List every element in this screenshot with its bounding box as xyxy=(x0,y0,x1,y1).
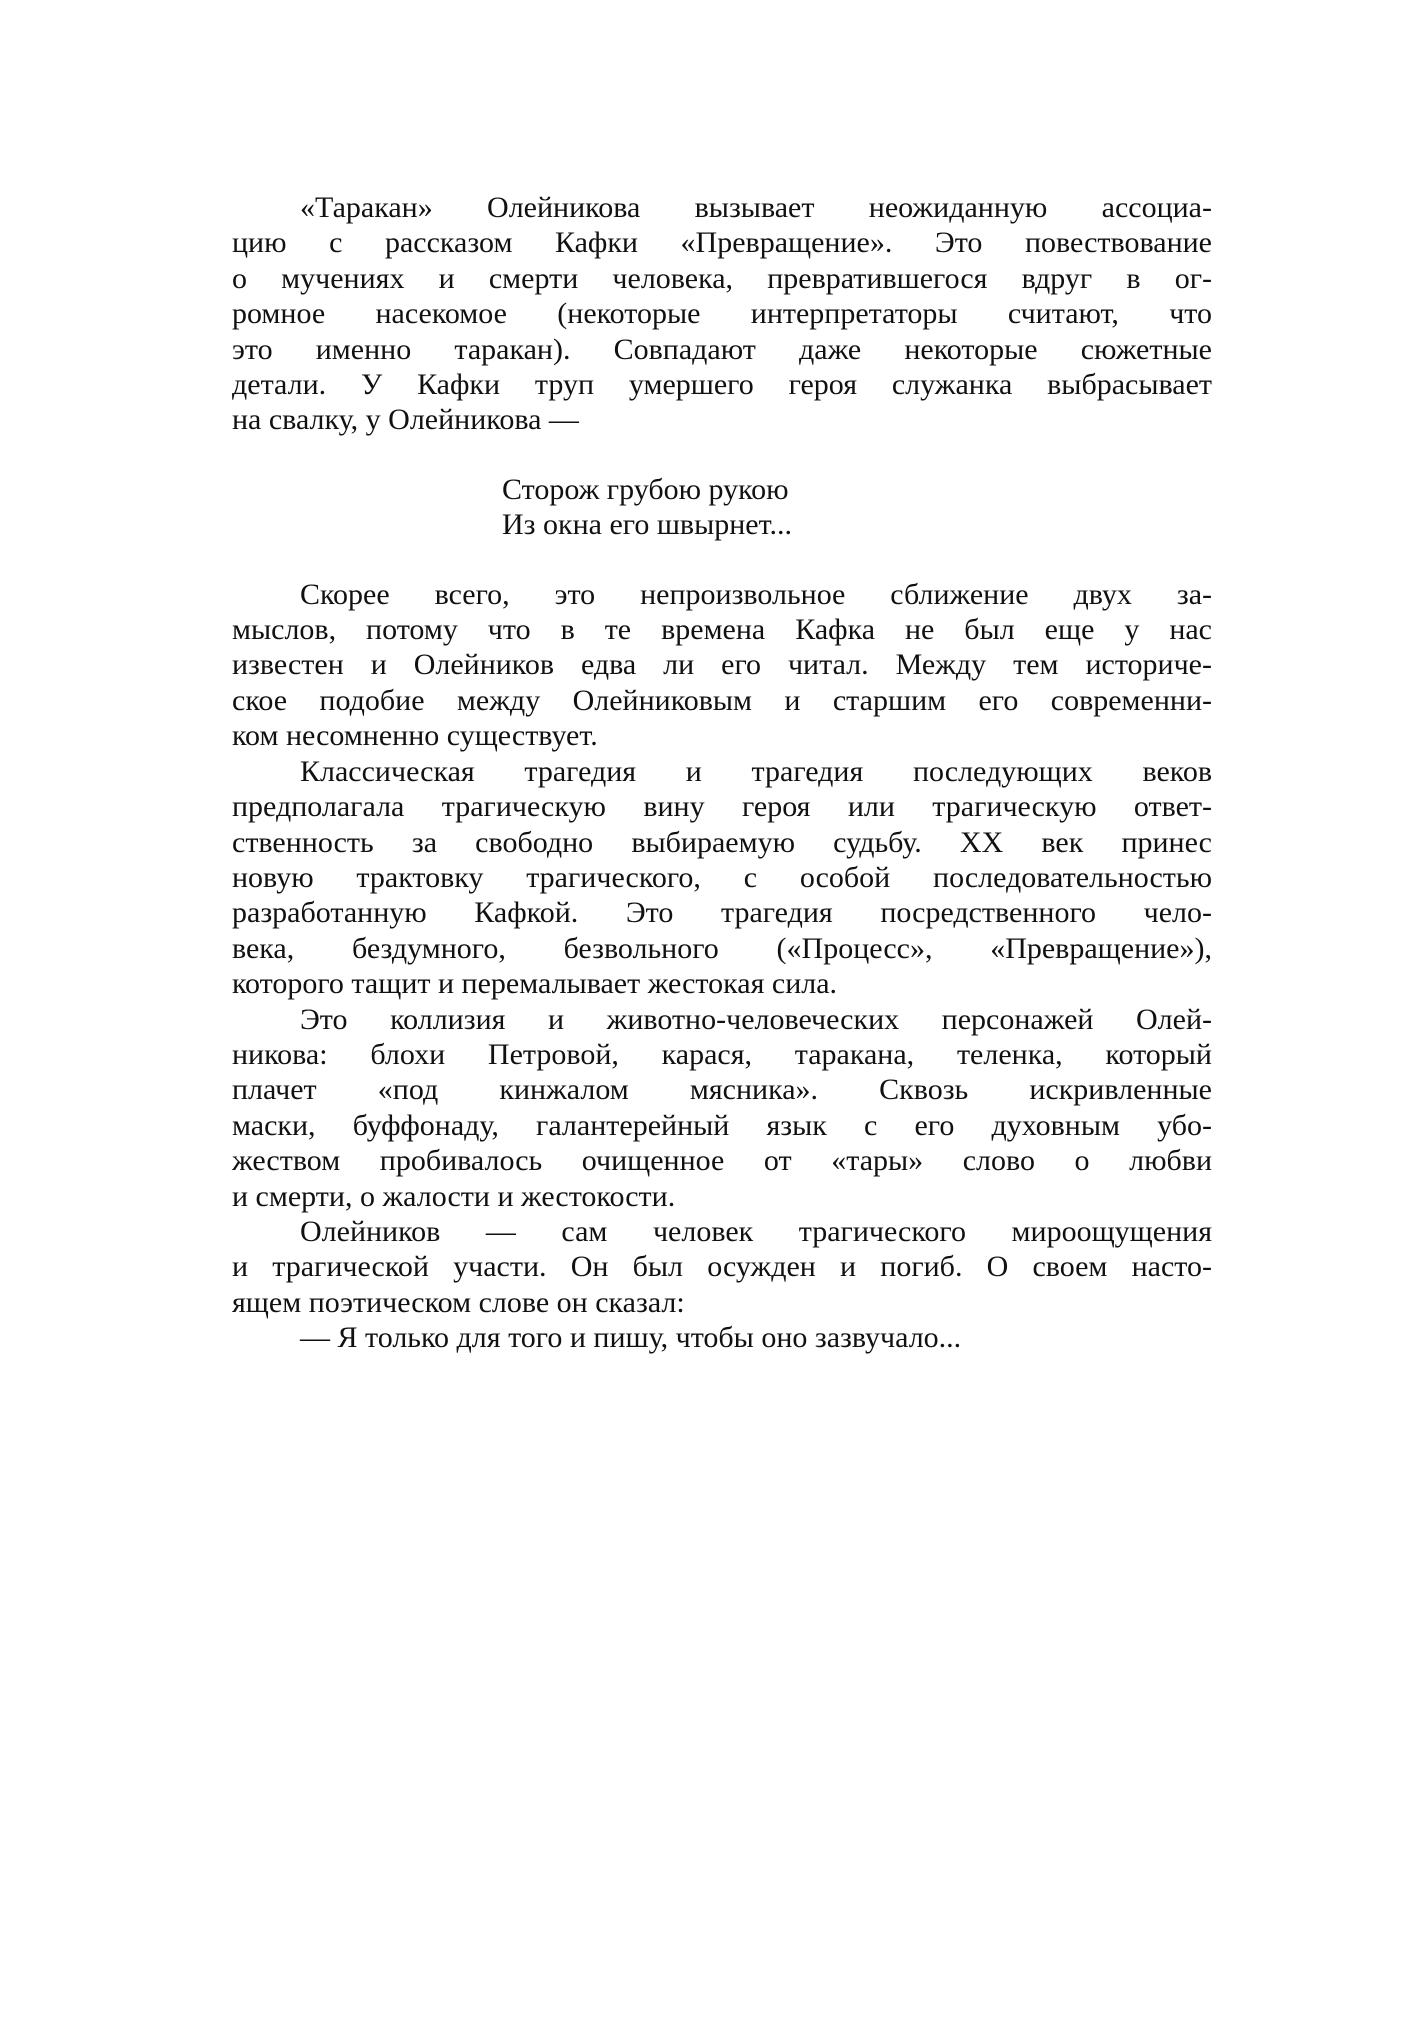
text-line: о мучениях и смерти человека, превратившегося вдруг в ог- xyxy=(232,261,1212,295)
text-line: детали. У Кафки труп умершего героя служанка выбрасывает xyxy=(232,368,1212,402)
text-line: разработанную Кафкой. Это трагедия посредственного чело- xyxy=(232,896,1212,930)
paragraph-4 xyxy=(232,1002,1212,1214)
text-line: ком несомненно существует. xyxy=(232,719,598,753)
text-line: цию с рассказом Кафки «Превращение». Это повествование xyxy=(232,226,1212,260)
text-line: «Таракан» Олейникова вызывает неожиданную ассоциа- xyxy=(300,191,1212,224)
text-line: и смерти, о жалости и жестокости. xyxy=(232,1179,676,1213)
text-line: это именно таракан). Совпадают даже некоторые сюжетные xyxy=(232,332,1212,366)
text-line: ящем поэтическом слове он сказал: xyxy=(232,1285,685,1319)
text-line: предполагала трагическую вину героя или трагическую ответ- xyxy=(232,790,1212,824)
paragraph-6 xyxy=(232,1320,1212,1355)
text-line: которого тащит и перемалывает жестокая сила. xyxy=(232,967,838,1001)
text-line: Скорее всего, это непроизвольное сближение двух за- xyxy=(300,577,1212,611)
text-line: мыслов, потому что в те времена Кафка не был еще у нас xyxy=(232,613,1212,647)
text-line: ромное насекомое (некоторые интерпретаторы считают, что xyxy=(232,297,1212,331)
text-line: никова: блохи Петровой, карася, таракана, теленка, который xyxy=(232,1037,1212,1071)
poem-quote xyxy=(502,472,1212,543)
poem-line: Сторож грубою рукою xyxy=(502,472,789,506)
text-line: — Я только для того и пишу, чтобы оно зазвучало... xyxy=(300,1321,962,1355)
text-line: ственность за свободно выбираемую судьбу. XX век принес xyxy=(232,825,1212,859)
text-line: ское подобие между Олейниковым и старшим его современни- xyxy=(232,683,1212,717)
text-line: и трагической участи. Он был осужден и погиб. О своем насто- xyxy=(232,1250,1212,1284)
text-line: века, бездумного, безвольного («Процесс», «Превращение»), xyxy=(232,931,1212,965)
text-line: жеством пробивалось очищенное от «тары» слово о любви xyxy=(232,1144,1212,1178)
paragraph-5 xyxy=(232,1214,1212,1320)
text-line: Олейников — сам человек трагического мироощущения xyxy=(300,1214,1212,1248)
paragraph-1 xyxy=(232,190,1212,438)
text-line: Классическая трагедия и трагедия последующих веков xyxy=(300,754,1212,788)
body-text xyxy=(232,190,1212,1356)
text-line: маски, буффонаду, галантерейный язык с его духовным убо- xyxy=(232,1108,1212,1142)
text-line: на свалку, у Олейникова — xyxy=(232,403,579,437)
paragraph-3 xyxy=(232,754,1212,1002)
text-line: Это коллизия и животно-человеческих персонажей Олей- xyxy=(300,1002,1212,1036)
text-line: плачет «под кинжалом мясника». Сквозь искривленные xyxy=(232,1073,1212,1107)
poem-line: Из окна его швырнет... xyxy=(502,508,792,542)
text-line: новую трактовку трагического, с особой последовательностью xyxy=(232,860,1212,894)
text-line: известен и Олейников едва ли его читал. Между тем историче- xyxy=(232,648,1212,682)
paragraph-2 xyxy=(232,577,1212,754)
